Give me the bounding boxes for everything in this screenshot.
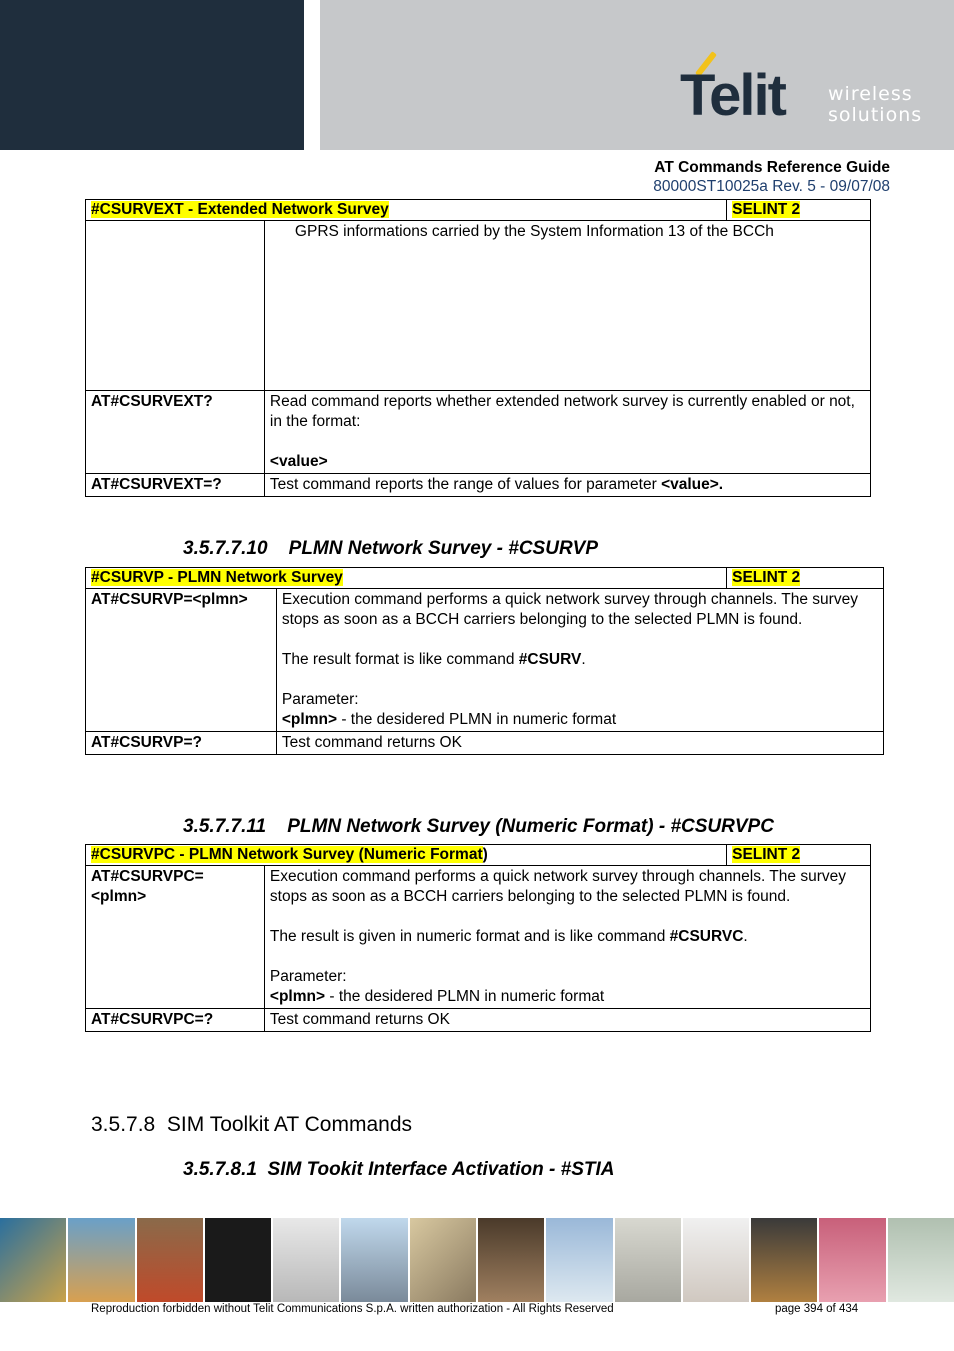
- command-name: AT#CSURVP=?: [86, 732, 277, 755]
- table-title: #CSURVEXT - Extended Network Survey: [91, 201, 389, 218]
- command-name: AT#CSURVP=<plmn>: [86, 589, 277, 732]
- section-heading: 3.5.7.8.1 SIM Tookit Interface Activation - #STIA: [183, 1159, 615, 1180]
- csurvpc-table: #CSURVPC - PLMN Network Survey (Numeric Format) SELINT 2 AT#CSURVPC= <plmn> Execution command performs a quick network survey through channels. The survey stops as soon as a BCCH carriers belonging to the selected PLMN is found. The result is given in numeric format and is like command #CSURVC. Parameter: <plmn> - the desidered PLMN in numeric format AT#CSURVPC=? Test command returns OK: [85, 844, 871, 1032]
- guide-title: AT Commands Reference Guide: [654, 159, 890, 176]
- logo-text: Telit: [680, 63, 785, 128]
- command-name: AT#CSURVPC=?: [86, 1009, 265, 1032]
- footer-page-number: page 394 of 434: [775, 1303, 859, 1315]
- command-name: AT#CSURVEXT?: [86, 391, 265, 474]
- subsection-heading: 3.5.7.8 SIM Toolkit AT Commands: [91, 1113, 412, 1136]
- command-name: AT#CSURVPC= <plmn>: [86, 866, 265, 1009]
- selint-badge: SELINT 2: [732, 569, 801, 586]
- table-cell: GPRS informations carried by the System Information 13 of the BCCh: [264, 221, 870, 391]
- command-name: AT#CSURVEXT=?: [86, 474, 265, 497]
- section-heading: 3.5.7.7.10 PLMN Network Survey - #CSURVP: [183, 538, 599, 559]
- header-dark-block: [0, 0, 304, 150]
- csurvext-table: #CSURVEXT - Extended Network Survey SELINT 2 GPRS informations carried by the System Information 13 of the BCCh AT#CSURVEXT? Read command reports whether extended network survey is currently enabled or not, in the format: <value> AT#CSURVEXT=? Test command reports the range of values for parameter <value>.: [85, 199, 871, 497]
- guide-revision: 80000ST10025a Rev. 5 - 09/07/08: [653, 178, 890, 195]
- table-title: #CSURVPC - PLMN Network Survey (Numeric Format: [91, 846, 483, 863]
- logo-tagline: wireless solutions: [828, 83, 923, 126]
- footer-copyright: Reproduction forbidden without Telit Communications S.p.A. written authorization - All Rights Reserved: [91, 1303, 614, 1315]
- selint-badge: SELINT 2: [732, 201, 801, 218]
- table-title: #CSURVP - PLMN Network Survey: [91, 569, 343, 586]
- csurvp-table: #CSURVP - PLMN Network Survey SELINT 2 AT#CSURVP=<plmn> Execution command performs a quick network survey through channels. The survey stops as soon as a BCCH carriers belonging to the selected PLMN is found. The result format is like command #CSURV. Parameter: <plmn> - the desidered PLMN in numeric format AT#CSURVP=? Test command returns OK: [85, 567, 884, 755]
- footer-photo-strip: [0, 1218, 954, 1302]
- section-heading: 3.5.7.7.11 PLMN Network Survey (Numeric Format) - #CSURVPC: [183, 816, 774, 837]
- telit-logo: [676, 48, 936, 138]
- selint-badge: SELINT 2: [732, 846, 801, 863]
